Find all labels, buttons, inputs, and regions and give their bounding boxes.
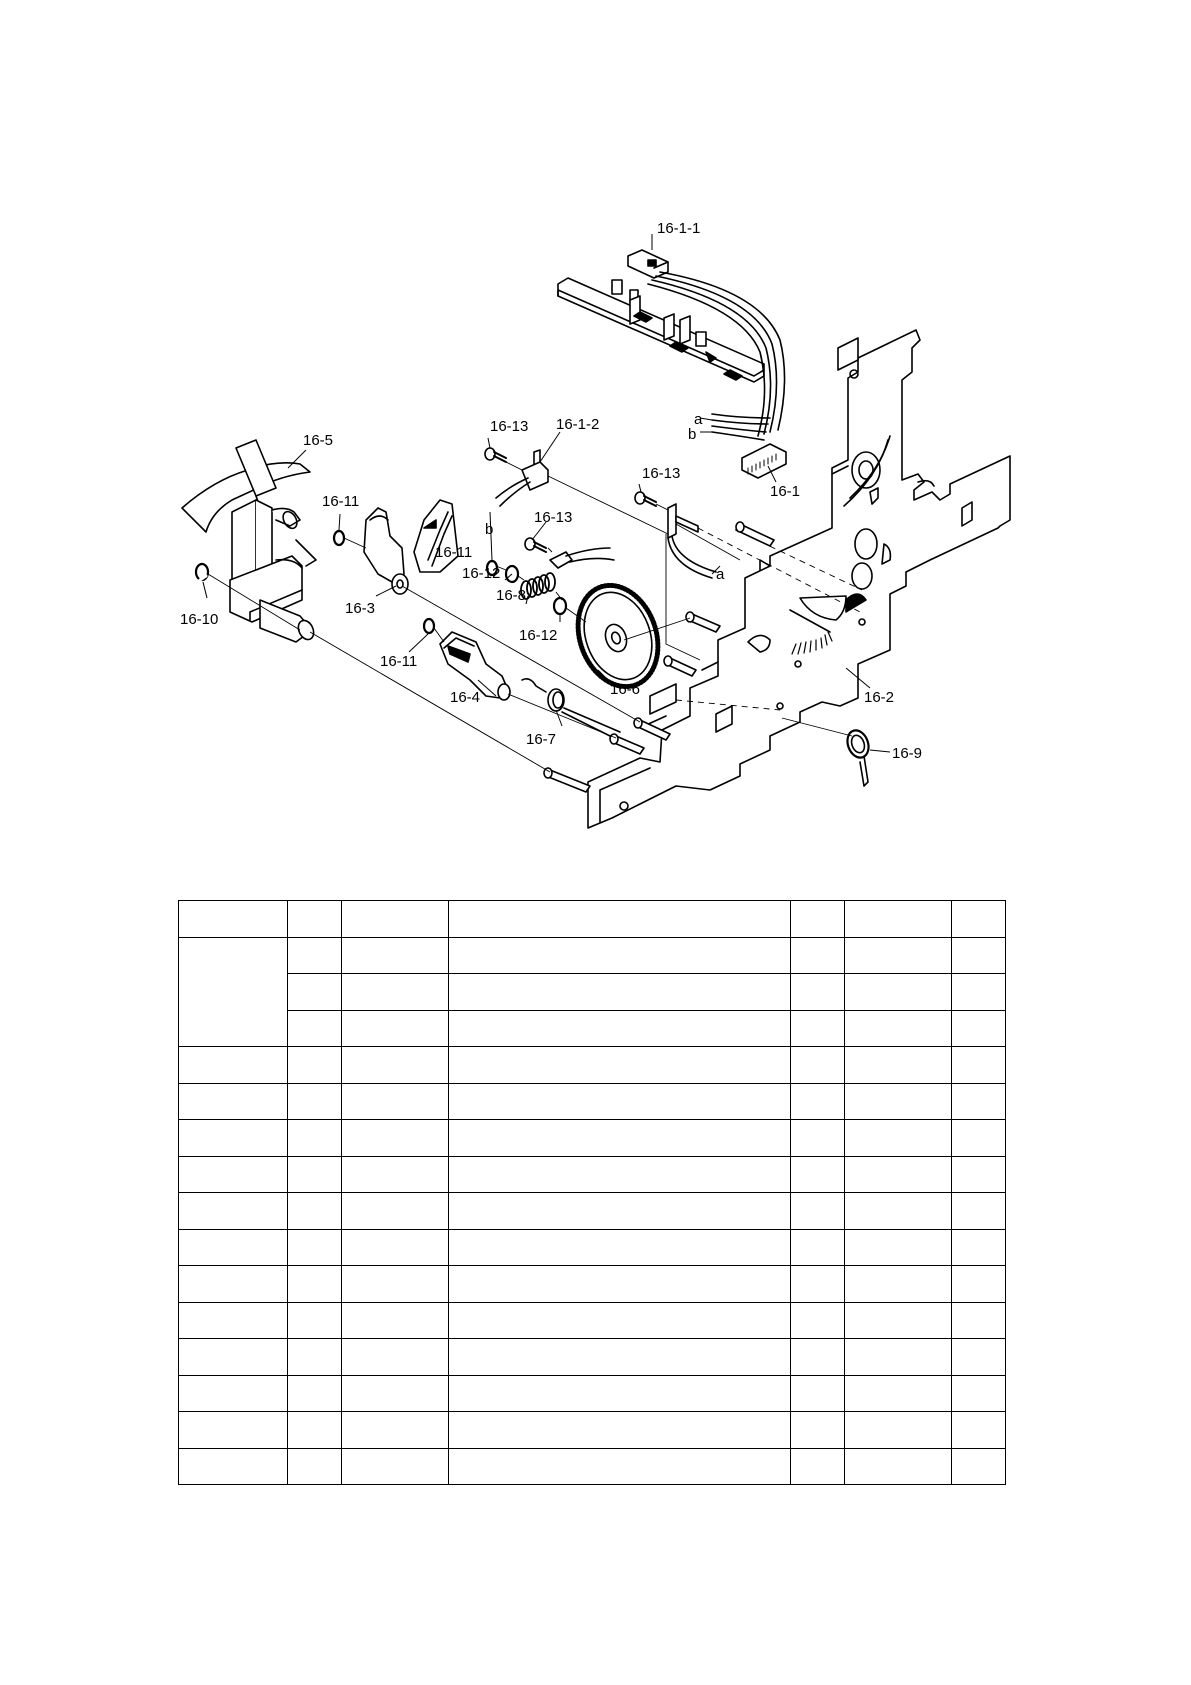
table-cell — [342, 1375, 449, 1412]
table-cell — [179, 1120, 288, 1157]
spring-16-8 — [521, 573, 555, 599]
table-cell — [845, 1156, 952, 1193]
table-cell — [342, 1302, 449, 1339]
table-cell — [179, 1047, 288, 1084]
callout-b: b — [485, 521, 494, 538]
callout-16-1: 16-1 — [770, 483, 801, 500]
table-cell — [288, 1120, 342, 1157]
table-cell — [342, 1266, 449, 1303]
cable-tie-16-9 — [844, 727, 872, 786]
table-cell — [791, 1302, 845, 1339]
callout-16-13: 16-13 — [490, 418, 529, 435]
table-cell — [449, 1120, 791, 1157]
callout-b: b — [688, 426, 697, 443]
table-cell — [791, 1193, 845, 1230]
table-row — [179, 1193, 1006, 1230]
callout-16-13: 16-13 — [642, 465, 681, 482]
callout-a: a — [716, 566, 725, 583]
table-row — [179, 1266, 1006, 1303]
e-ring-16-10 — [196, 564, 208, 580]
table-cell — [449, 1339, 791, 1376]
callout-16-9: 16-9 — [892, 745, 923, 762]
table-cell — [952, 1120, 1006, 1157]
table-cell — [791, 1448, 845, 1485]
table-cell — [845, 1193, 952, 1230]
table-cell — [342, 1229, 449, 1266]
table-cell — [179, 1448, 288, 1485]
table-cell — [791, 1010, 845, 1047]
table-cell — [449, 1266, 791, 1303]
table-cell — [179, 1375, 288, 1412]
table-cell — [449, 1047, 791, 1084]
table-cell — [342, 1010, 449, 1047]
gear-16-6 — [565, 574, 672, 698]
table-cell — [952, 1010, 1006, 1047]
table-cell — [179, 1193, 288, 1230]
table-cell — [449, 1412, 791, 1449]
table-cell — [791, 937, 845, 974]
callout-16-4: 16-4 — [450, 689, 481, 706]
table-cell — [449, 1083, 791, 1120]
main-frame-16-2 — [588, 330, 1010, 828]
table-cell — [845, 1083, 952, 1120]
table-cell — [791, 1412, 845, 1449]
table-row — [179, 1047, 1006, 1084]
header-cell — [288, 901, 342, 938]
table-cell — [952, 1047, 1006, 1084]
table-cell — [288, 1375, 342, 1412]
table-cell — [288, 1083, 342, 1120]
header-cell — [179, 901, 288, 938]
table-cell — [288, 1047, 342, 1084]
table-row — [179, 1339, 1006, 1376]
table-cell — [179, 1083, 288, 1120]
table-cell — [845, 1266, 952, 1303]
table-cell — [952, 1266, 1006, 1303]
callout-16-11: 16-11 — [380, 653, 418, 670]
table-cell — [449, 1375, 791, 1412]
header-cell — [342, 901, 449, 938]
table-cell — [449, 1010, 791, 1047]
table-row — [179, 1120, 1006, 1157]
table-cell — [288, 1448, 342, 1485]
callout-16-7: 16-7 — [526, 731, 557, 748]
table-cell — [342, 1047, 449, 1084]
callout-16-11: 16-11 — [322, 493, 360, 510]
table-cell — [449, 937, 791, 974]
table-cell — [791, 1156, 845, 1193]
table-cell — [288, 1302, 342, 1339]
table-cell — [288, 937, 342, 974]
e-ring-16-11-c — [424, 619, 434, 633]
table-cell — [288, 974, 342, 1011]
table-cell — [179, 1302, 288, 1339]
callout-16-11: 16-11 — [435, 544, 473, 561]
table-row — [179, 937, 1006, 974]
table-cell — [288, 1193, 342, 1230]
table-row — [179, 1412, 1006, 1449]
table-cell — [845, 1339, 952, 1376]
table-cell — [449, 1229, 791, 1266]
table-row — [179, 1448, 1006, 1485]
table-cell — [952, 974, 1006, 1011]
table-cell — [288, 1156, 342, 1193]
callout-16-2: 16-2 — [864, 689, 895, 706]
table-row — [179, 1375, 1006, 1412]
table-cell — [288, 1339, 342, 1376]
table-cell — [845, 1120, 952, 1157]
callout-16-6: 16-6 — [610, 681, 641, 698]
table-cell — [342, 937, 449, 974]
table-row — [179, 974, 1006, 1011]
table-cell — [449, 974, 791, 1011]
table-row — [179, 1229, 1006, 1266]
table-cell — [845, 974, 952, 1011]
table-cell — [952, 1448, 1006, 1485]
table-row — [179, 1010, 1006, 1047]
header-cell — [449, 901, 791, 938]
table-cell — [179, 1156, 288, 1193]
torsion-spring-16-7 — [522, 679, 620, 738]
parts-list-table — [178, 900, 1006, 1485]
table-cell — [449, 1448, 791, 1485]
table-cell — [179, 1339, 288, 1376]
table-cell — [845, 1229, 952, 1266]
table-cell — [952, 1302, 1006, 1339]
header-cell — [791, 901, 845, 938]
callout-16-12: 16-12 — [519, 627, 558, 644]
table-cell — [288, 1229, 342, 1266]
table-header-row — [179, 901, 1006, 938]
table-cell — [791, 1047, 845, 1084]
screw-16-13-low — [525, 538, 546, 552]
callout-16-10: 16-10 — [180, 611, 219, 628]
washer-16-12-a — [506, 566, 518, 582]
table-cell — [952, 1083, 1006, 1120]
table-cell — [952, 1193, 1006, 1230]
callout-16-1-1: 16-1-1 — [657, 220, 701, 237]
table-cell — [342, 1193, 449, 1230]
table-cell — [791, 1229, 845, 1266]
table-cell — [845, 1302, 952, 1339]
callout-16-12: 16-12 — [462, 565, 501, 582]
screw-16-13-mid — [635, 492, 656, 506]
table-cell — [179, 937, 288, 1047]
washer-16-12-b — [554, 598, 566, 614]
table-cell — [342, 1448, 449, 1485]
table-cell — [342, 1120, 449, 1157]
table-cell — [449, 1302, 791, 1339]
table-cell — [288, 1412, 342, 1449]
table-cell — [449, 1156, 791, 1193]
table-cell — [791, 1339, 845, 1376]
screw-16-13-top — [485, 448, 506, 462]
table-cell — [342, 974, 449, 1011]
table-cell — [791, 1120, 845, 1157]
table-cell — [845, 1412, 952, 1449]
table-cell — [952, 1156, 1006, 1193]
table-cell — [845, 937, 952, 974]
table-cell — [845, 1047, 952, 1084]
callout-a: a — [694, 411, 703, 428]
table-cell — [179, 1229, 288, 1266]
table-cell — [179, 1412, 288, 1449]
callout-16-5: 16-5 — [303, 432, 334, 449]
callout-16-8: 16-8 — [496, 587, 527, 604]
table-row — [179, 1083, 1006, 1120]
table-cell — [952, 1229, 1006, 1266]
table-cell — [449, 1193, 791, 1230]
header-cell — [845, 901, 952, 938]
table-cell — [791, 1083, 845, 1120]
callout-16-1-2: 16-1-2 — [556, 416, 600, 433]
table-cell — [845, 1375, 952, 1412]
table-cell — [791, 1375, 845, 1412]
callout-16-3: 16-3 — [345, 600, 376, 617]
table-cell — [791, 974, 845, 1011]
table-cell — [342, 1412, 449, 1449]
table-cell — [791, 1266, 845, 1303]
table-cell — [845, 1010, 952, 1047]
table-cell — [288, 1266, 342, 1303]
table-row — [179, 1302, 1006, 1339]
table-cell — [952, 1339, 1006, 1376]
table-cell — [342, 1156, 449, 1193]
header-cell — [952, 901, 1006, 938]
table-cell — [845, 1448, 952, 1485]
callout-16-13: 16-13 — [534, 509, 573, 526]
table-cell — [342, 1339, 449, 1376]
table-cell — [179, 1266, 288, 1303]
table-cell — [952, 937, 1006, 974]
table-cell — [952, 1375, 1006, 1412]
table-row — [179, 1156, 1006, 1193]
table-cell — [952, 1412, 1006, 1449]
e-ring-16-11-a — [334, 531, 344, 545]
table-cell — [342, 1083, 449, 1120]
table-cell — [288, 1010, 342, 1047]
